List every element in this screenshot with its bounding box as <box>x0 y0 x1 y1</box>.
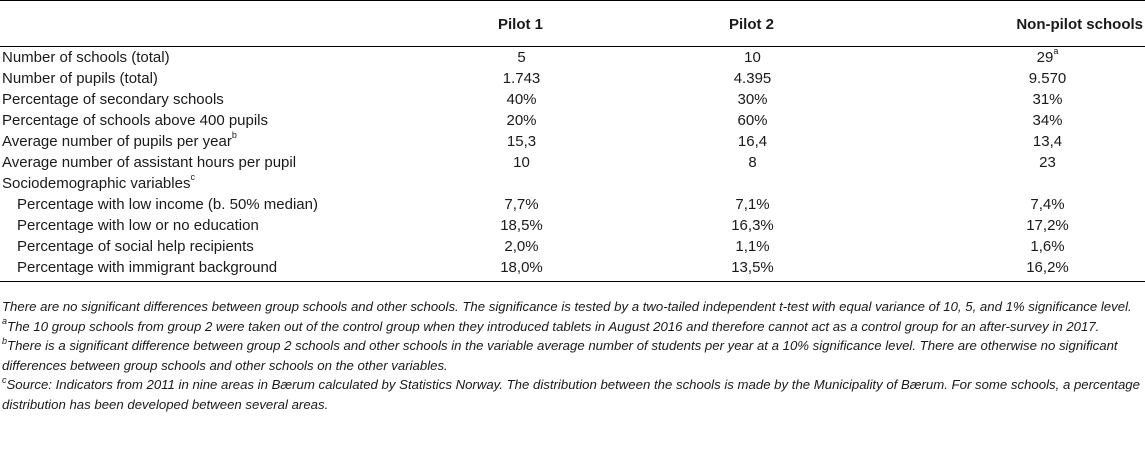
cell-pilot-2 <box>637 89 868 110</box>
note-general: There are no significant differences between group schools and other schools. The significance is tested by a two-tailed independent t-test with equal variance of 10, 5, and 1% significance level. <box>2 299 1132 314</box>
table-row <box>0 257 1145 282</box>
cell-value: 60% <box>737 112 768 129</box>
cell-value: 16,4 <box>737 133 768 150</box>
row-label <box>0 257 406 282</box>
cell-pilot-2 <box>637 236 868 257</box>
cell-value: 1.743 <box>502 70 541 87</box>
header-pilot-1: Pilot 1 <box>406 8 637 47</box>
cell-value: 10 <box>513 154 530 171</box>
header-non-pilot: Non-pilot schools <box>868 8 1145 47</box>
row-label-text: Percentage of social help recipients <box>17 238 254 255</box>
table-row <box>0 89 1145 110</box>
table-body <box>0 47 1145 282</box>
note-b-marker: b <box>2 335 8 346</box>
footnote-marker: b <box>231 130 237 140</box>
row-label-text: Percentage of schools above 400 pupils <box>2 112 269 129</box>
cell-value: 10 <box>744 49 761 66</box>
row-label <box>0 89 406 110</box>
table-row <box>0 236 1145 257</box>
note-a <box>2 317 1140 337</box>
row-label-text: Average number of assistant hours per pupil <box>2 154 297 171</box>
cell-pilot-1 <box>406 110 637 131</box>
cell-value: 2,0% <box>504 238 539 255</box>
note-c <box>2 375 1140 414</box>
cell-value: 13,5% <box>731 259 774 276</box>
cell-pilot-1 <box>406 68 637 89</box>
table-row <box>0 47 1145 69</box>
cell-value: 20% <box>506 112 537 129</box>
cell-value: 18,0% <box>500 259 543 276</box>
cell-pilot-1 <box>406 89 637 110</box>
cell-pilot-2 <box>637 173 868 194</box>
cell-pilot-1 <box>406 152 637 173</box>
table-row <box>0 110 1145 131</box>
note-b <box>2 336 1140 375</box>
row-label-text: Number of schools (total) <box>2 49 170 66</box>
cell-pilot-1 <box>406 236 637 257</box>
note-c-marker: c <box>2 374 7 385</box>
cell-non-pilot <box>868 68 1145 89</box>
cell-value: 1,6% <box>1030 238 1065 255</box>
row-label <box>0 173 406 194</box>
row-label-text: Percentage with low income (b. 50% median) <box>17 196 318 213</box>
cell-value: 5 <box>517 49 526 66</box>
data-table <box>0 8 1145 282</box>
row-label <box>0 215 406 236</box>
cell-pilot-1 <box>406 131 637 152</box>
cell-value: 8 <box>748 154 757 171</box>
cell-pilot-1 <box>406 47 637 69</box>
cell-value: 34% <box>1032 112 1063 129</box>
note-b-text: There is a significant difference between group 2 schools and other schools in the variable average number of students per year at a 10% significance level. There are otherwise no significant differences between group schools and other schools on the other variables. <box>2 338 1118 373</box>
cell-non-pilot <box>868 110 1145 131</box>
table-row <box>0 131 1145 152</box>
cell-pilot-2 <box>637 110 868 131</box>
row-label <box>0 47 406 69</box>
cell-pilot-1 <box>406 215 637 236</box>
cell-value: 7,4% <box>1030 196 1065 213</box>
row-label-text: Percentage of secondary schools <box>2 91 224 108</box>
row-label <box>0 236 406 257</box>
table-row <box>0 152 1145 173</box>
cell-value: 18,5% <box>500 217 543 234</box>
cell-non-pilot <box>868 236 1145 257</box>
footnote-marker: c <box>190 172 195 182</box>
cell-non-pilot <box>868 152 1145 173</box>
cell-value: 16,3% <box>731 217 774 234</box>
row-label <box>0 110 406 131</box>
cell-pilot-2 <box>637 68 868 89</box>
cell-value: 9.570 <box>1028 70 1067 87</box>
row-label-text: Average number of pupils per year <box>2 133 232 150</box>
note-a-text: The 10 group schools from group 2 were taken out of the control group when they introduced tablets in August 2016 and therefore cannot act as a control group for an after-survey in 2017. <box>7 318 1100 334</box>
table-notes <box>2 297 1140 414</box>
cell-value: 1,1% <box>735 238 770 255</box>
cell-value: 17,2% <box>1026 217 1069 234</box>
cell-pilot-2 <box>637 215 868 236</box>
row-label <box>0 194 406 215</box>
cell-non-pilot <box>868 173 1145 194</box>
row-label-text: Number of pupils (total) <box>2 70 158 87</box>
note-a-marker: a <box>2 316 8 327</box>
cell-value: 23 <box>1039 154 1056 171</box>
cell-pilot-1 <box>406 257 637 282</box>
cell-value: 4.395 <box>733 70 772 87</box>
cell-value: 40% <box>506 91 537 108</box>
cell-pilot-2 <box>637 131 868 152</box>
cell-pilot-2 <box>637 152 868 173</box>
table-header <box>0 8 1145 47</box>
top-rule <box>0 0 1145 1</box>
cell-non-pilot <box>868 89 1145 110</box>
row-label-text: Sociodemographic variables <box>2 175 191 192</box>
cell-non-pilot <box>868 47 1145 69</box>
cell-value: 31% <box>1032 91 1063 108</box>
table-row <box>0 215 1145 236</box>
cell-non-pilot <box>868 194 1145 215</box>
row-label <box>0 68 406 89</box>
cell-pilot-2 <box>637 257 868 282</box>
cell-non-pilot <box>868 215 1145 236</box>
cell-pilot-1 <box>406 173 637 194</box>
cell-value: 7,1% <box>735 196 770 213</box>
note-c-text: Source: Indicators from 2011 in nine areas in Bærum calculated by Statistics Norway. The distribution between the schools is made by the Municipality of Bærum. For some schools, a percentage distribution has been developed between several areas. <box>2 377 1140 412</box>
cell-value: 13,4 <box>1032 133 1063 150</box>
cell-pilot-1 <box>406 194 637 215</box>
table-row <box>0 194 1145 215</box>
footnote-marker: a <box>1053 46 1059 56</box>
row-label <box>0 152 406 173</box>
cell-pilot-2 <box>637 47 868 69</box>
header-pilot-2: Pilot 2 <box>637 8 868 47</box>
row-label <box>0 131 406 152</box>
table-row <box>0 68 1145 89</box>
cell-value: 16,2% <box>1026 259 1069 276</box>
cell-pilot-2 <box>637 194 868 215</box>
cell-value: 30% <box>737 91 768 108</box>
table-row <box>0 173 1145 194</box>
row-label-text: Percentage with immigrant background <box>17 259 278 276</box>
header-empty <box>0 8 406 47</box>
row-label-text: Percentage with low or no education <box>17 217 259 234</box>
cell-value: 15,3 <box>506 133 537 150</box>
cell-value: 7,7% <box>504 196 539 213</box>
cell-non-pilot <box>868 131 1145 152</box>
cell-value: 29 <box>1036 49 1054 66</box>
cell-non-pilot <box>868 257 1145 282</box>
